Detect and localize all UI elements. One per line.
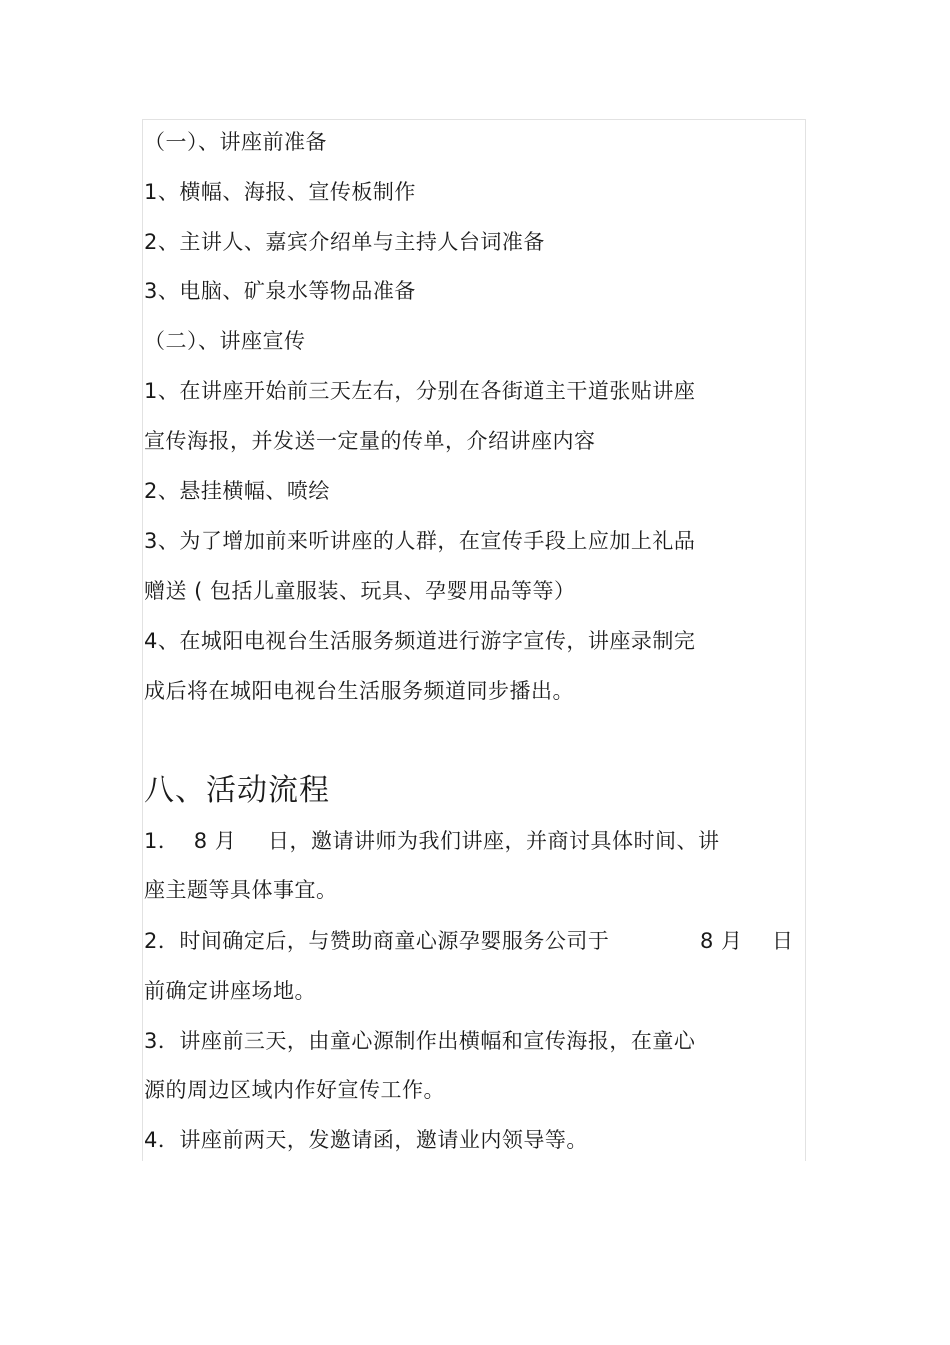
promo-line-1: 1、在讲座开始前三天左右，分别在各街道主干道张贴讲座 bbox=[144, 379, 696, 403]
prep-item-1: 1、横幅、海报、宣传板制作 bbox=[144, 180, 416, 204]
section-flow-heading: 八、活动流程 bbox=[144, 773, 330, 808]
section-promo-title: （二）、讲座宣传 bbox=[144, 329, 306, 353]
step3-line-2: 源的周边区域内作好宣传工作。 bbox=[144, 1078, 445, 1102]
step2-day: 日 bbox=[772, 929, 794, 953]
prep-item-2: 2、主讲人、嘉宾介绍单与主持人台词准备 bbox=[144, 230, 545, 254]
section-prep-title: （一）、讲座前准备 bbox=[144, 130, 327, 154]
promo-line-2: 宣传海报，并发送一定量的传单，介绍讲座内容 bbox=[144, 429, 596, 453]
promo-line-6: 4、在城阳电视台生活服务频道进行游字宣传，讲座录制完 bbox=[144, 629, 696, 653]
step3-line-1: 3．讲座前三天，由童心源制作出横幅和宣传海报，在童心 bbox=[144, 1029, 696, 1053]
step2-prefix: 2．时间确定后，与赞助商童心源孕婴服务公司于 bbox=[144, 929, 610, 953]
promo-line-7: 成后将在城阳电视台生活服务频道同步播出。 bbox=[144, 679, 574, 703]
promo-line-3: 2、悬挂横幅、喷绘 bbox=[144, 479, 330, 503]
step2-month: 8 月 bbox=[700, 929, 743, 953]
promo-line-5: 赠送 ( 包括儿童服装、玩具、孕婴用品等等） bbox=[144, 579, 576, 603]
step1-suffix: 日，邀请讲师为我们讲座，并商讨具体时间、讲 bbox=[268, 829, 720, 853]
promo-line-4: 3、为了增加前来听讲座的人群，在宣传手段上应加上礼品 bbox=[144, 529, 696, 553]
step4-line-1: 4．讲座前两天，发邀请函，邀请业内领导等。 bbox=[144, 1128, 588, 1152]
step1-continuation: 座主题等具体事宜。 bbox=[144, 878, 338, 902]
step1-prefix: 1． 8 月 bbox=[144, 829, 237, 853]
step2-continuation: 前确定讲座场地。 bbox=[144, 979, 316, 1003]
prep-item-3: 3、电脑、矿泉水等物品准备 bbox=[144, 279, 416, 303]
